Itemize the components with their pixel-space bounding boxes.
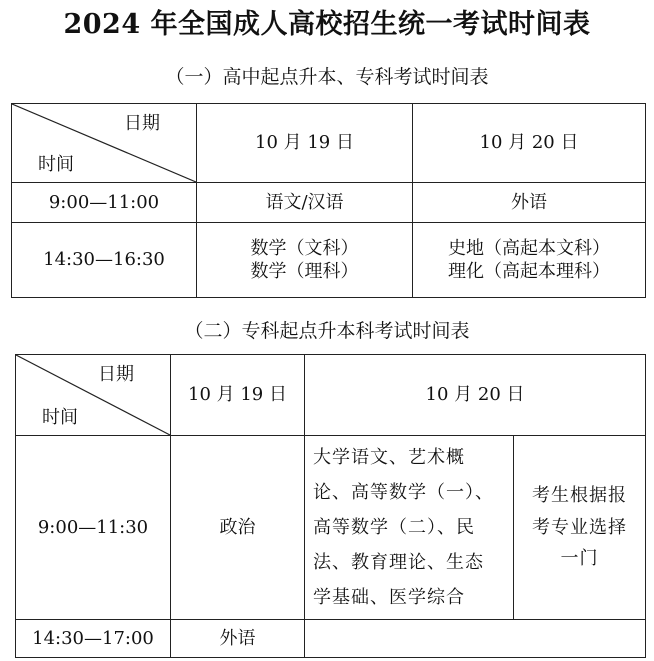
time-cell: 9:00—11:00 [12, 183, 197, 223]
subject-line: 史地（高起本文科） [448, 237, 610, 259]
subject-cell: 外语 [413, 183, 646, 223]
header-time-label: 时间 [38, 153, 74, 175]
subject-line: 高等数学（二）、民 [313, 517, 475, 539]
time-cell: 14:30—16:30 [12, 223, 197, 298]
choice-note-cell [514, 436, 646, 620]
subject-line: 大学语文、艺术概 [313, 447, 465, 468]
subject-line: 学基础、医学综合 [313, 587, 465, 609]
subject-line: 数学（文科） [250, 237, 359, 259]
section1-heading: （一）高中起点升本、专科考试时间表 [165, 66, 489, 88]
header-date-label: 日期 [98, 364, 134, 385]
subject-cell [197, 223, 413, 298]
table-row [12, 183, 646, 223]
note-line: 考生根据报 [532, 485, 627, 507]
table-header-row [12, 104, 646, 183]
subject-line: 理化（高起本理科） [448, 261, 610, 282]
table-header-row [16, 355, 646, 436]
time-cell: 9:00—11:30 [16, 436, 171, 620]
page-title: 2024 年全国成人高校招生统一考试时间表 [63, 9, 591, 40]
subject-cell: 政治 [171, 436, 305, 620]
header-date-label: 日期 [124, 113, 160, 134]
schedule-table-1 [11, 103, 646, 298]
header-day1: 10 月 19 日 [197, 104, 413, 183]
note-line: 一门 [560, 548, 599, 570]
subject-line: 数学（理科） [250, 261, 359, 282]
note-line: 考专业选择 [532, 516, 627, 538]
diagonal-line [16, 355, 170, 435]
subject-line: 论、高等数学（一）、 [313, 482, 494, 504]
subject-line: 法、教育理论、生态 [313, 552, 484, 574]
header-day2: 10 月 20 日 [305, 355, 646, 436]
table-row [16, 436, 646, 620]
diagonal-header-cell [12, 104, 197, 183]
subject-cell: 语文/汉语 [197, 183, 413, 223]
section2-heading: （二）专科起点升本科考试时间表 [184, 320, 470, 342]
time-cell: 14:30—17:00 [16, 620, 171, 658]
header-time-label: 时间 [42, 406, 78, 428]
table-row [12, 223, 646, 298]
empty-cell [305, 620, 646, 658]
header-day2: 10 月 20 日 [413, 104, 646, 183]
subject-cell: 外语 [171, 620, 305, 658]
table-row [16, 620, 646, 658]
schedule-table-2 [15, 354, 646, 658]
subject-cell [413, 223, 646, 298]
diagonal-header-cell [16, 355, 171, 436]
header-day1: 10 月 19 日 [171, 355, 305, 436]
subject-list-cell [305, 436, 514, 620]
